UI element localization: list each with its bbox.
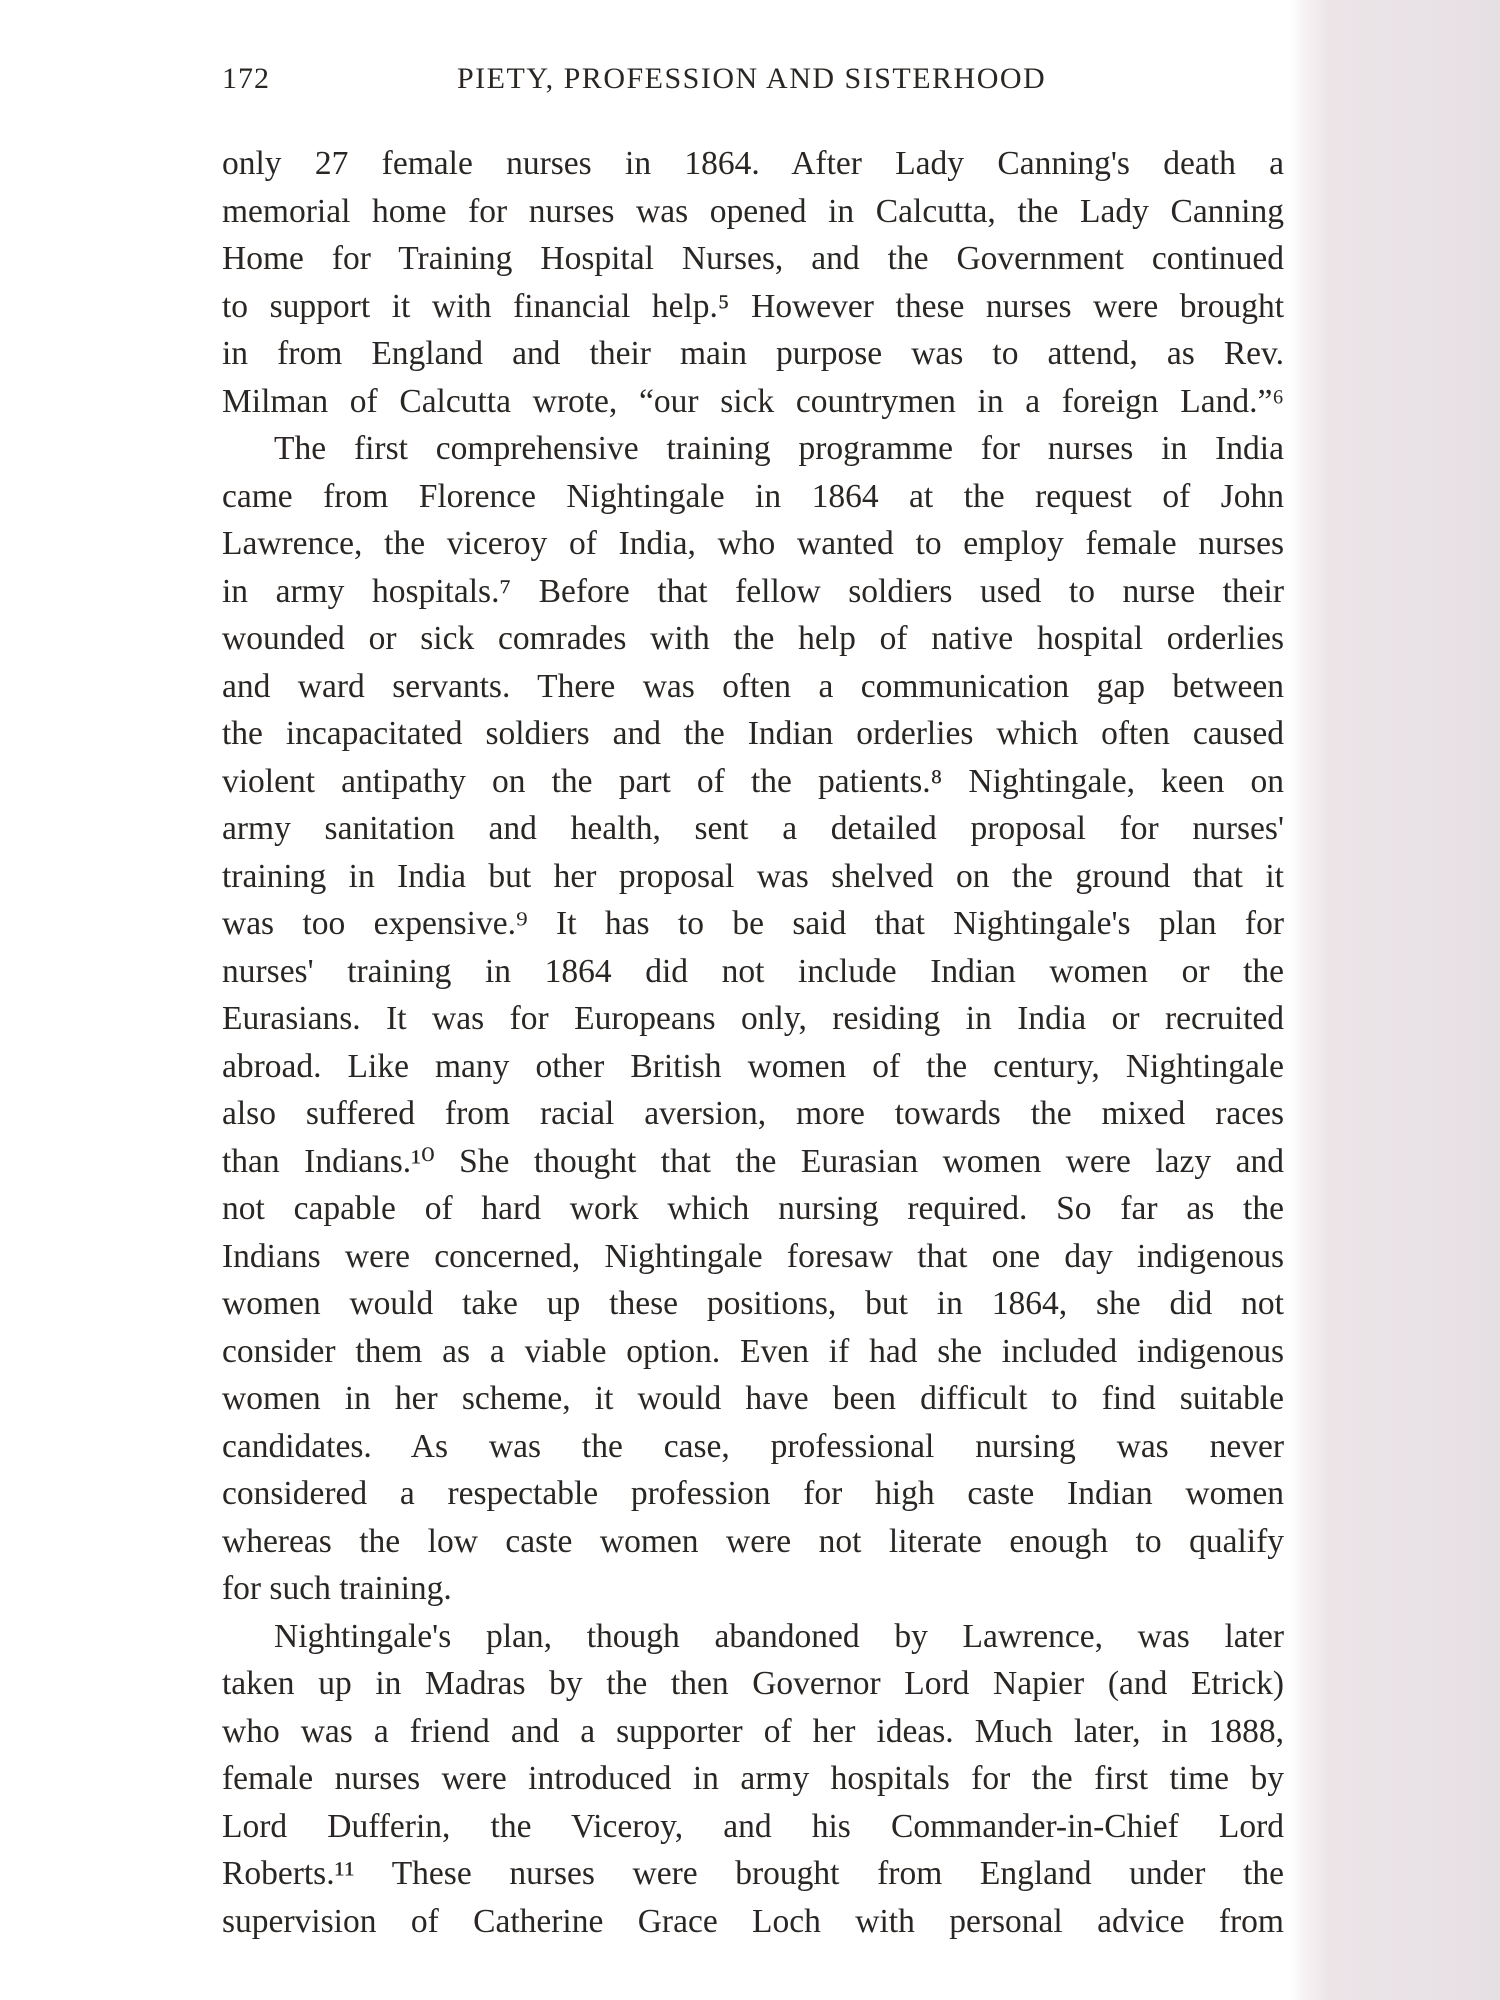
text-line: candidates. As was the case, professional nursing was never [222, 1427, 1284, 1465]
text-line: abroad. Like many other British women of the century, Nightingale [222, 1047, 1284, 1085]
text-line: in army hospitals.⁷ Before that fellow soldiers used to nurse their [222, 572, 1284, 610]
text-line: violent antipathy on the part of the patients.⁸ Nightingale, keen on [222, 762, 1284, 800]
text-line: Lord Dufferin, the Viceroy, and his Commander-in-Chief Lord [222, 1807, 1284, 1845]
text-line: wounded or sick comrades with the help of native hospital orderlies [222, 620, 1284, 657]
text-line: women would take up these positions, but in 1864, she did not [222, 1285, 1284, 1322]
text-line: and ward servants. There was often a communication gap between [222, 667, 1284, 705]
running-title: PIETY, PROFESSION AND SISTERHOOD [457, 62, 1047, 95]
text-line: than Indians.¹⁰ She thought that the Eurasian women were lazy and [222, 1142, 1284, 1180]
page-number: 172 [222, 62, 270, 95]
text-line: was too expensive.⁹ It has to be said that Nightingale's plan for [222, 905, 1284, 942]
text-line: Milman of Calcutta wrote, “our sick countrymen in a foreign Land.”⁶ [222, 382, 1284, 420]
paragraph-start-line: Nightingale's plan, though abandoned by Lawrence, was later [274, 1617, 1284, 1655]
text-line: whereas the low caste women were not literate enough to qualify [222, 1522, 1284, 1560]
text-line: who was a friend and a supporter of her ideas. Much later, in 1888, [222, 1712, 1284, 1750]
text-line: considered a respectable profession for high caste Indian women [222, 1475, 1284, 1512]
text-line: army sanitation and health, sent a detailed proposal for nurses' [222, 810, 1284, 847]
text-line: Eurasians. It was for Europeans only, residing in India or recruited [222, 1000, 1284, 1037]
body-text [222, 140, 1284, 1945]
text-line: training in India but her proposal was shelved on the ground that it [222, 857, 1284, 895]
paragraph-start-line: The first comprehensive training programme for nurses in India [274, 430, 1284, 467]
text-line: the incapacitated soldiers and the Indian orderlies which often caused [222, 715, 1284, 752]
text-line: Home for Training Hospital Nurses, and the Government continued [222, 240, 1284, 277]
text-line: came from Florence Nightingale in 1864 at the request of John [222, 477, 1284, 515]
text-line: consider them as a viable option. Even if had she included indigenous [222, 1332, 1284, 1370]
paragraph-end-line: for such training. [222, 1570, 452, 1607]
text-line: to support it with financial help.⁵ However these nurses were brought [222, 287, 1284, 325]
text-line: Indians were concerned, Nightingale foresaw that one day indigenous [222, 1237, 1284, 1275]
text-line: Roberts.¹¹ These nurses were brought from England under the [222, 1855, 1284, 1892]
text-line: women in her scheme, it would have been difficult to find suitable [222, 1380, 1284, 1417]
text-line: supervision of Catherine Grace Loch with personal advice from [222, 1902, 1284, 1940]
text-line: Lawrence, the viceroy of India, who wanted to employ female nurses [222, 525, 1284, 562]
text-line: nurses' training in 1864 did not include Indian women or the [222, 952, 1284, 990]
running-head [222, 62, 1282, 102]
text-line: also suffered from racial aversion, more towards the mixed races [222, 1095, 1284, 1132]
text-line: taken up in Madras by the then Governor Lord Napier (and Etrick) [222, 1665, 1284, 1702]
text-line: in from England and their main purpose was to attend, as Rev. [222, 335, 1284, 372]
text-line: not capable of hard work which nursing required. So far as the [222, 1190, 1284, 1227]
text-line: memorial home for nurses was opened in Calcutta, the Lady Canning [222, 192, 1284, 230]
text-line: only 27 female nurses in 1864. After Lady Canning's death a [222, 145, 1284, 182]
text-line: female nurses were introduced in army hospitals for the first time by [222, 1760, 1284, 1797]
